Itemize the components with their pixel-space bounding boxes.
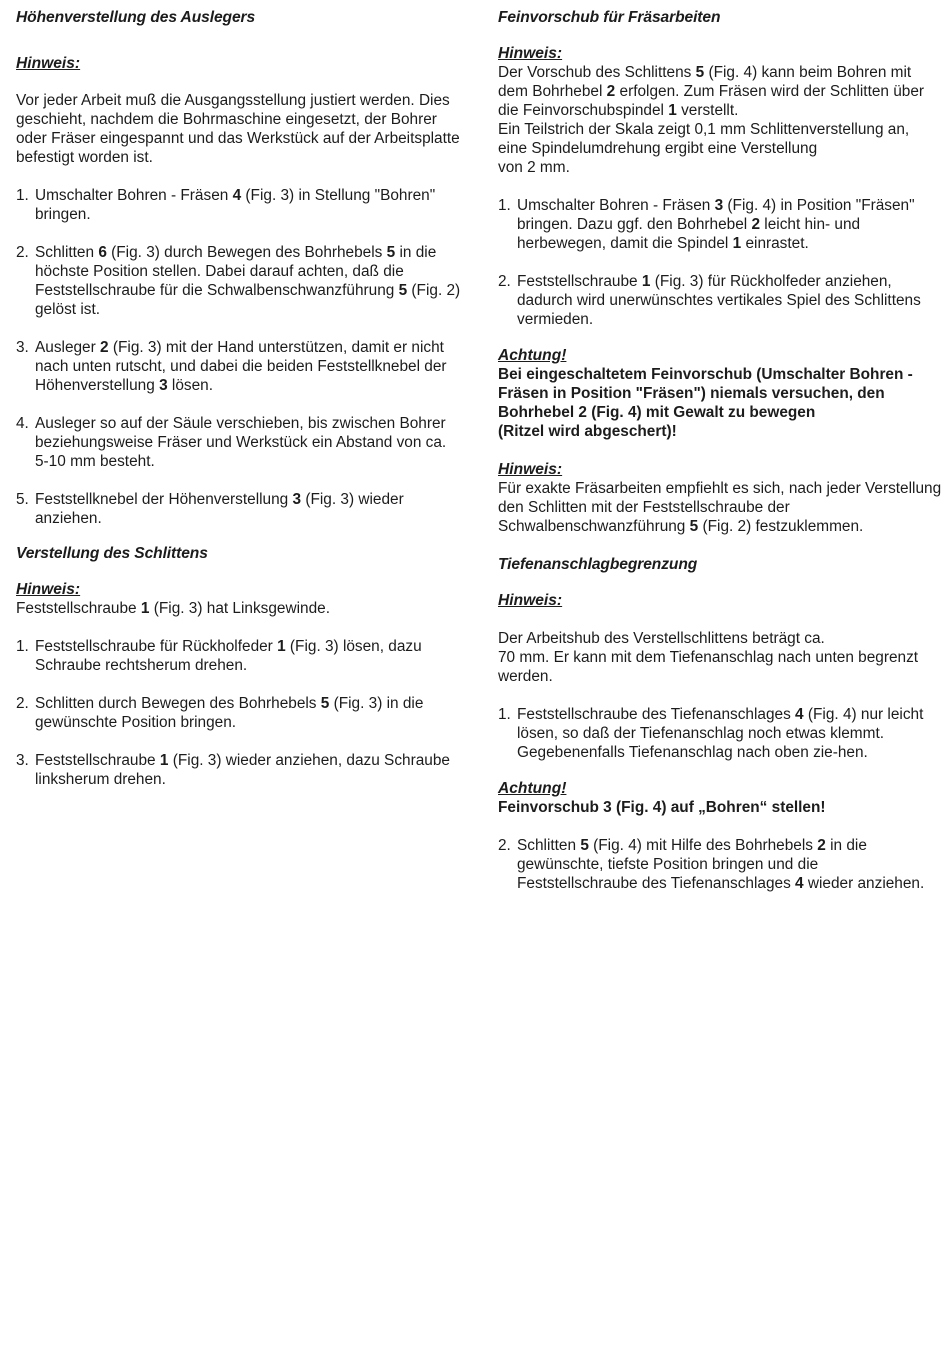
step-list-tiefenanschlag-continued bbox=[498, 836, 942, 893]
section-title-verstellung-schlitten: Verstellung des Schlittens bbox=[16, 545, 208, 562]
list-item: 2. Schlitten 5 (Fig. 4) mit Hilfe des Bohrhebels 2 in die gewünschte, tiefste Position bringen und die Feststellschraube des Tiefenanschlages 4 wieder anziehen. bbox=[498, 837, 925, 892]
list-item: 2. Schlitten 6 (Fig. 3) durch Bewegen des Bohrhebels 5 in die höchste Position stellen. Dabei darauf achten, daß die Feststellschraube für die Schwalbenschwanzführung 5 (Fig. 2) gelöst ist. bbox=[16, 244, 461, 318]
step-text: Feststellschraube 1 (Fig. 3) wieder anziehen, dazu Schraube linksherum drehen. bbox=[35, 752, 450, 788]
hint-text: Feststellschraube 1 (Fig. 3) hat Linksgewinde. bbox=[16, 600, 330, 617]
step-text: Ausleger 2 (Fig. 3) mit der Hand unterstützen, damit er nicht nach unten rutscht, und dabei die beiden Feststellknebel der Höhenverstellung 3 lösen. bbox=[35, 339, 447, 394]
intro-paragraph: Vor jeder Arbeit muß die Ausgangsstellung justiert werden. Dies geschieht, nachdem die Bohrmaschine eingesetzt, der Bohrer oder Fräser eingespannt und das Werkstück auf der Arbeitsplatte befestigt worden ist. bbox=[16, 92, 460, 166]
step-text: Feststellschraube 1 (Fig. 3) für Rückholfeder anziehen, dadurch wird unerwünschtes vertikales Spiel des Schlittens vermieden. bbox=[517, 273, 921, 328]
warning-text: Bei eingeschaltetem Feinvorschub (Umschalter Bohren - Fräsen in Position "Fräsen") niemals versuchen, den Bohrhebel 2 (Fig. 4) mit Gewalt zu bewegen (Ritzel wird abgeschert)! bbox=[498, 366, 913, 440]
warning-label: Achtung! bbox=[498, 780, 567, 797]
section-title-feinvorschub: Feinvorschub für Fräsarbeiten bbox=[498, 9, 721, 26]
step-list-feinvorschub bbox=[498, 196, 942, 329]
hint-text: Für exakte Fräsarbeiten empfiehlt es sich, nach jeder Verstellung den Schlitten mit der Feststellschraube der Schwalbenschwanzführung 5 (Fig. 2) festzuklemmen. bbox=[498, 480, 942, 535]
step-text: Feststellschraube des Tiefenanschlages 4 (Fig. 4) nur leicht lösen, so daß der Tiefenanschlag noch etwas klemmt. Gegebenenfalls Tiefenanschlag nach oben zie-hen. bbox=[517, 706, 924, 761]
right-column bbox=[498, 8, 942, 893]
step-text: Ausleger so auf der Säule verschieben, bis zwischen Bohrer beziehungsweise Fräser und Werkstück ein Abstand von ca. 5-10 mm besteht. bbox=[35, 415, 447, 470]
list-item: 3. Ausleger 2 (Fig. 3) mit der Hand unterstützen, damit er nicht nach unten rutscht, und dabei die beiden Feststellknebel der Höhenverstellung 3 lösen. bbox=[16, 339, 447, 394]
hint-label: Hinweis: bbox=[498, 461, 563, 478]
warning-label: Achtung! bbox=[498, 347, 567, 364]
section-title-hoehenverstellung: Höhenverstellung des Auslegers bbox=[16, 9, 256, 26]
step-text: Feststellknebel der Höhenverstellung 3 (Fig. 3) wieder anziehen. bbox=[35, 491, 404, 527]
step-text: Umschalter Bohren - Fräsen 4 (Fig. 3) in Stellung "Bohren" bringen. bbox=[35, 187, 436, 223]
list-item: 3. Feststellschraube 1 (Fig. 3) wieder anziehen, dazu Schraube linksherum drehen. bbox=[16, 752, 450, 788]
list-item: 1. Umschalter Bohren - Fräsen 3 (Fig. 4) in Position "Fräsen" bringen. Dazu ggf. den Bohrhebel 2 leicht hin- und herbewegen, damit die Spindel 1 einrastet. bbox=[498, 197, 915, 252]
section-title-tiefenanschlag: Tiefenanschlagbegrenzung bbox=[498, 556, 698, 573]
step-text: Umschalter Bohren - Fräsen 3 (Fig. 4) in Position "Fräsen" bringen. Dazu ggf. den Bohrhebel 2 leicht hin- und herbewegen, damit die Spindel 1 einrastet. bbox=[517, 197, 915, 252]
list-item: 1. Feststellschraube für Rückholfeder 1 (Fig. 3) lösen, dazu Schraube rechtsherum drehen. bbox=[16, 638, 422, 674]
list-item: 2. Feststellschraube 1 (Fig. 3) für Rückholfeder anziehen, dadurch wird unerwünschtes vertikales Spiel des Schlittens vermieden. bbox=[498, 273, 921, 328]
step-text: Schlitten 6 (Fig. 3) durch Bewegen des Bohrhebels 5 in die höchste Position stellen. Dabei darauf achten, daß die Feststellschraube für die Schwalbenschwanzführung 5 (Fig. 2) gelöst ist. bbox=[35, 244, 461, 318]
hint-label: Hinweis: bbox=[16, 581, 81, 598]
step-text: Schlitten 5 (Fig. 4) mit Hilfe des Bohrhebels 2 in die gewünschte, tiefste Position bringen und die Feststellschraube des Tiefenanschlages 4 wieder anziehen. bbox=[517, 837, 925, 892]
hint-text: Der Arbeitshub des Verstellschlittens beträgt ca. 70 mm. Er kann mit dem Tiefenanschlag nach unten begrenzt werden. bbox=[498, 630, 919, 685]
hint-label: Hinweis: bbox=[498, 45, 563, 62]
step-list-hoehenverstellung bbox=[16, 186, 464, 528]
hint-label: Hinweis: bbox=[498, 592, 563, 609]
list-item: 5. Feststellknebel der Höhenverstellung 3 (Fig. 3) wieder anziehen. bbox=[16, 491, 404, 527]
step-list-tiefenanschlag bbox=[498, 705, 942, 762]
list-item: 4. Ausleger so auf der Säule verschieben, bis zwischen Bohrer beziehungsweise Fräser und Werkstück ein Abstand von ca. 5-10 mm besteht. bbox=[16, 415, 447, 470]
list-item: 1. Umschalter Bohren - Fräsen 4 (Fig. 3) in Stellung "Bohren" bringen. bbox=[16, 187, 436, 223]
hint-label: Hinweis: bbox=[16, 55, 81, 72]
step-text: Schlitten durch Bewegen des Bohrhebels 5 (Fig. 3) in die gewünschte Position bringen. bbox=[35, 695, 424, 731]
step-list-verstellung-schlitten bbox=[16, 637, 464, 789]
left-column bbox=[16, 8, 464, 789]
list-item: 1. Feststellschraube des Tiefenanschlages 4 (Fig. 4) nur leicht lösen, so daß der Tiefenanschlag noch etwas klemmt. Gegebenenfalls Tiefenanschlag nach oben zie-hen. bbox=[498, 706, 924, 761]
hint-text: Der Vorschub des Schlittens 5 (Fig. 4) kann beim Bohren mit dem Bohrhebel 2 erfolgen. Zum Fräsen wird der Schlitten über die Feinvorschubspindel 1 verstellt. Ein Teilstrich der Skala zeigt 0,1 mm Schlittenverstellung an, eine Spindelumdrehung ergibt eine Verstellung von 2 mm. bbox=[498, 64, 925, 176]
list-item: 2. Schlitten durch Bewegen des Bohrhebels 5 (Fig. 3) in die gewünschte Position bringen. bbox=[16, 695, 424, 731]
step-text: Feststellschraube für Rückholfeder 1 (Fig. 3) lösen, dazu Schraube rechtsherum drehen. bbox=[35, 638, 422, 674]
warning-text: Feinvorschub 3 (Fig. 4) auf „Bohren“ stellen! bbox=[498, 799, 826, 816]
